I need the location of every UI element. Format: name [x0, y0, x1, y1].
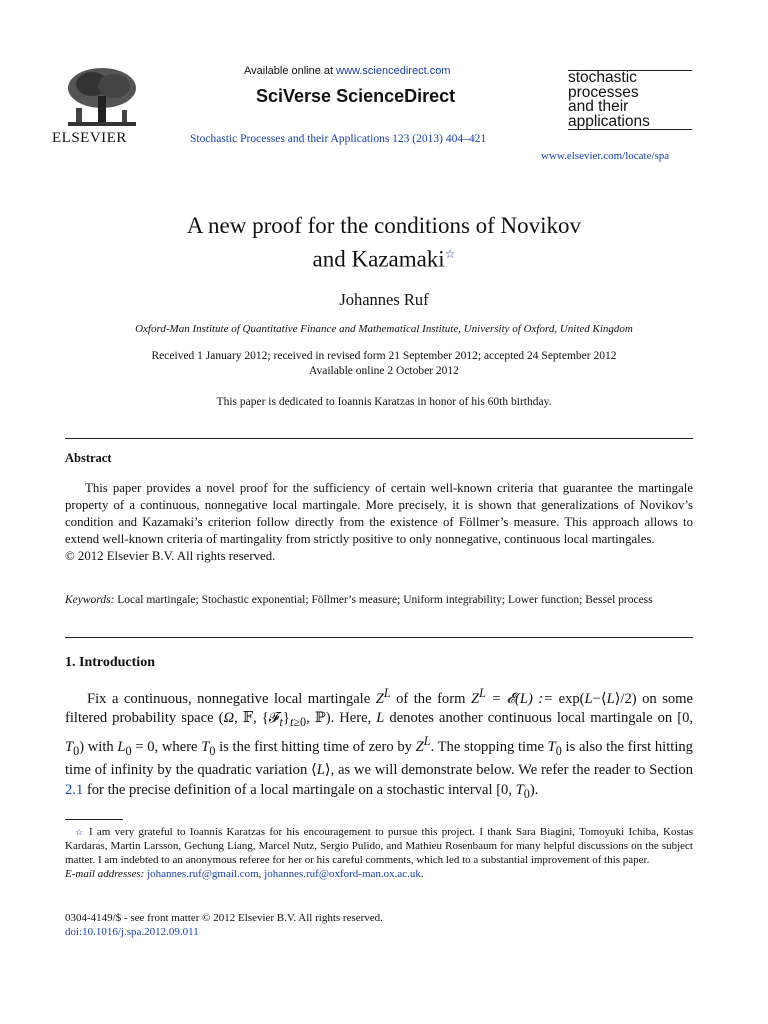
acknowledgement-text: I am very grateful to Ioannis Karatzas for his encouragement to pursue this project. I thank Sara Biagini, Tomoyuki Ichiba, Kostas Kardaras, Martin Larsson, Gechung Liang, Marcel Nutz, Sergio Pulido, and Mathieu Rosenbaum for many helpful discussions on the subject matter. I am indebted to an anonymous referee for her or his careful comments, which led to a substantial improvement of this paper. — [65, 826, 693, 866]
journal-logo-line: processes — [568, 83, 639, 101]
sciverse-logo: SciVerse ScienceDirect — [256, 86, 456, 106]
journal-logo-line: applications — [568, 112, 650, 130]
dedication: This paper is dedicated to Ioannis Karatzas in honor of his 60th birthday. — [216, 396, 552, 408]
acknowledgement — [65, 825, 693, 867]
intro-text: denotes another continuous local martingale on — [384, 710, 678, 727]
journal-logo-line: stochastic — [568, 69, 637, 86]
title-line-1: A new proof for the conditions of Novikov — [186, 213, 582, 238]
email-link-1[interactable]: johannes.ruf@gmail.com — [147, 868, 259, 880]
article-history — [0, 349, 768, 379]
title-footnote-star[interactable]: ☆ — [444, 247, 456, 261]
journal-logo — [568, 70, 692, 130]
math: $Z^L$ = 𝓔(L) := — [470, 686, 559, 707]
article-title — [0, 212, 768, 274]
doi-link[interactable]: doi:10.1016/j.spa.2012.09.011 — [65, 926, 199, 938]
keywords-list: Local martingale; Stochastic exponential; Föllmer’s measure; Uniform integrability; Lower function; Bessel process — [117, 594, 653, 606]
journal-url[interactable]: www.elsevier.com/locate/spa — [541, 150, 670, 162]
section-ref-link[interactable]: 2.1 — [65, 781, 84, 798]
keywords-label: Keywords: — [65, 594, 115, 606]
sciencedirect-link[interactable]: www.sciencedirect.com — [336, 65, 451, 77]
footnote — [65, 825, 693, 881]
abstract-copyright: © 2012 Elsevier B.V. All rights reserved. — [65, 549, 276, 563]
math: $Z^L$ — [375, 686, 391, 707]
intro-text: Fix a continuous, nonnegative local martingale — [87, 690, 376, 707]
available-online — [244, 65, 450, 77]
author-name: Johannes Ruf — [339, 290, 429, 309]
introduction-paragraph: Fix a continuous, nonnegative local martingale $Z^L$ of the form $Z^L$ = 𝓔(L) := exp(L−⟨L⟩/2) on some filtered probability space (Ω, 𝔽, $\{𝓕_t\}_{t\ge 0}$, ℙ). Here, L denotes another continuous local martingale on [0, $T_0$) with $L_0 = 0$, where $T_0$ is the first hitting time of zero by $Z^L$. The stopping time $T_0$ is also the first hitting time of infinity by the quadratic variation ⟨L⟩, as we will demonstrate below. We refer the reader to Section 2.1 for the precise definition of a local martingale on a stochastic interval [0, $T_0$). — [65, 686, 694, 801]
received-dates: Received 1 January 2012; received in revised form 21 September 2012; accepted 24 September 2012 — [151, 350, 617, 362]
intro-text: for the precise definition of a local martingale on a stochastic interval — [83, 781, 497, 798]
intro-text: , where — [154, 739, 202, 756]
section-heading-introduction: 1. Introduction — [65, 655, 155, 670]
front-matter: 0304-4149/$ - see front matter © 2012 Elsevier B.V. All rights reserved. — [65, 912, 383, 924]
elsevier-tree-logo — [62, 66, 142, 132]
title-line-2-text: and Kazamaki — [312, 246, 445, 272]
keywords — [65, 592, 693, 608]
intro-text: . Here, — [330, 710, 377, 727]
intro-text: on some filtered probability space — [65, 690, 693, 727]
abstract-heading: Abstract — [65, 451, 112, 465]
footnote-star: ☆ — [75, 827, 85, 837]
intro-text: with — [84, 739, 118, 756]
intro-text: is also the first hitting time of infinity by the quadratic variation — [65, 739, 693, 779]
available-online-prefix: Available online at — [244, 65, 337, 77]
journal-logo-line: and their — [568, 98, 629, 115]
journal-citation[interactable]: Stochastic Processes and their Applications 123 (2013) 404–421 — [190, 133, 487, 145]
divider-bottom — [65, 637, 693, 638]
affiliation: Oxford-Man Institute of Quantitative Finance and Mathematical Institute, University of Oxford, United Kingdom — [135, 323, 633, 335]
email-addresses: E-mail addresses: johannes.ruf@gmail.com, johannes.ruf@oxford-man.ox.ac.uk. — [65, 868, 424, 880]
abstract-body — [65, 480, 693, 565]
email-link-2[interactable]: johannes.ruf@oxford-man.ox.ac.uk — [264, 868, 421, 880]
intro-text: is the first hitting time of zero by — [215, 739, 416, 756]
intro-text: . The stopping time — [430, 739, 548, 756]
intro-text: , as we will demonstrate below. We refer the reader to Section — [330, 762, 693, 779]
publisher-name: ELSEVIER — [52, 130, 127, 146]
available-online-date: Available online 2 October 2012 — [309, 365, 459, 377]
abstract-text: This paper provides a novel proof for the sufficiency of certain well-known criteria that guarantee the martingale property of a continuous, nonnegative local martingale. More precisely, it is shown that generalizations of Novikov’s condition and Kazamaki’s criterion follow directly from the existence of Föllmer’s measure. This approach allows to extend well-known criteria of martingality from strictly positive to only nonnegative, continuous local martingales. — [65, 481, 693, 546]
title-line-2 — [0, 240, 768, 274]
email-label: E-mail addresses: — [65, 868, 145, 880]
footnote-rule — [65, 819, 123, 820]
introduction-body — [65, 684, 693, 804]
divider-top — [65, 438, 693, 439]
intro-text: of the form — [390, 690, 471, 707]
